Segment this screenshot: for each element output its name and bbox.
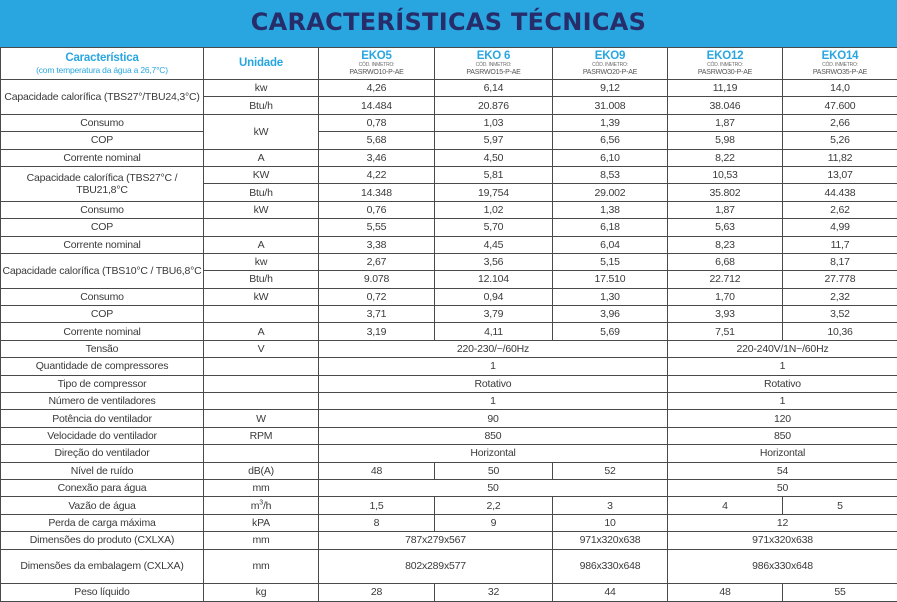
value-cell: 1,30 (553, 288, 668, 305)
value-cell: 4,11 (435, 323, 553, 340)
unit-cell: dB(A) (204, 462, 319, 479)
unit-cell: Btu/h (204, 184, 319, 201)
value-cell-group-a: 90 (319, 410, 668, 427)
value-cell: 8,17 (783, 253, 897, 270)
value-cell: 11,82 (783, 149, 897, 166)
value-cell: 2,32 (783, 288, 897, 305)
value-cell-group-b: 1 (668, 393, 897, 410)
value-cell: 7,51 (668, 323, 783, 340)
value-cell: 10,36 (783, 323, 897, 340)
row-label: Nível de ruído (1, 462, 204, 479)
unit-cell: kw (204, 253, 319, 270)
table-row (1, 219, 897, 236)
table-row (1, 532, 897, 549)
row-label: Direção do ventilador (1, 445, 204, 462)
value-cell: 14.348 (319, 184, 435, 201)
header-model-eko14: EKO14 CÓD. INMETRO: PASRWO35-P-AE (783, 48, 897, 80)
row-label: Perda de carga máxima (1, 514, 204, 531)
value-cell-group-b: 220-240V/1N~/60Hz (668, 340, 897, 357)
table-row (1, 514, 897, 531)
unit-cell (204, 375, 319, 392)
value-cell-group-b: 54 (668, 462, 897, 479)
row-label: Número de ventiladores (1, 393, 204, 410)
value-cell-group-a: Horizontal (319, 445, 668, 462)
value-cell: 2,67 (319, 253, 435, 270)
table-row (1, 497, 897, 514)
value-cell-group-a: 850 (319, 427, 668, 444)
value-cell: 4 (668, 497, 783, 514)
table-row (1, 427, 897, 444)
value-cell: 3,93 (668, 306, 783, 323)
unit-cell: W (204, 410, 319, 427)
row-label: Capacidade calorífica (TBS10°C / TBU6,8°C (1, 253, 204, 288)
value-cell: 10,53 (668, 166, 783, 183)
value-cell: 6,04 (553, 236, 668, 253)
row-label: Dimensões da embalagem (CXLXA) (1, 549, 204, 584)
row-label: Vazão de água (1, 497, 204, 514)
row-label: Corrente nominal (1, 323, 204, 340)
row-label: Quantidade de compressores (1, 358, 204, 375)
unit-cell (204, 358, 319, 375)
value-cell: 3,38 (319, 236, 435, 253)
value-cell: 19,754 (435, 184, 553, 201)
unit-cell: RPM (204, 427, 319, 444)
row-label: COP (1, 132, 204, 149)
unit-cell (204, 393, 319, 410)
value-cell: 5,97 (435, 132, 553, 149)
unit-cell: kPA (204, 514, 319, 531)
table-row (1, 445, 897, 462)
row-label: Corrente nominal (1, 149, 204, 166)
value-cell: 4,22 (319, 166, 435, 183)
page-title: CARACTERÍSTICAS TÉCNICAS (0, 8, 897, 36)
value-cell: 986x330x648 (553, 549, 668, 584)
header-model-eko9: EKO9 CÓD. INMETRO: PASRWO20-P-AE (553, 48, 668, 80)
unit-cell: A (204, 149, 319, 166)
table-row (1, 149, 897, 166)
value-cell-group-b: Horizontal (668, 445, 897, 462)
value-cell-group-a: 220-230/~/60Hz (319, 340, 668, 357)
value-cell: 1,02 (435, 201, 553, 218)
table-row (1, 479, 897, 496)
value-cell: 44 (553, 584, 668, 601)
row-label: Corrente nominal (1, 236, 204, 253)
value-cell: 5,81 (435, 166, 553, 183)
table-row (1, 201, 897, 218)
value-cell: 28 (319, 584, 435, 601)
row-label: Peso líquido (1, 584, 204, 601)
value-cell: 3 (553, 497, 668, 514)
value-cell: 3,71 (319, 306, 435, 323)
value-cell: 1,38 (553, 201, 668, 218)
unit-cell: mm (204, 479, 319, 496)
value-cell: 5,26 (783, 132, 897, 149)
value-cell: 1,5 (319, 497, 435, 514)
unit-cell: kW (204, 114, 319, 149)
value-cell: 971x320x638 (553, 532, 668, 549)
value-cell: 2,2 (435, 497, 553, 514)
value-cell: 14.484 (319, 97, 435, 114)
value-cell: 13,07 (783, 166, 897, 183)
value-cell: 47.600 (783, 97, 897, 114)
table-row (1, 340, 897, 357)
value-cell: 1,87 (668, 114, 783, 131)
table-row (1, 253, 897, 270)
unit-cell: mm (204, 549, 319, 584)
value-cell: 3,46 (319, 149, 435, 166)
value-cell: 22.712 (668, 271, 783, 288)
row-label: COP (1, 306, 204, 323)
value-cell-group-a: 1 (319, 358, 668, 375)
table-row (1, 132, 897, 149)
value-cell: 5,70 (435, 219, 553, 236)
row-label: Potência do ventilador (1, 410, 204, 427)
value-cell: 1,03 (435, 114, 553, 131)
value-cell: 3,19 (319, 323, 435, 340)
value-cell: 6,56 (553, 132, 668, 149)
row-label: Dimensões do produto (CXLXA) (1, 532, 204, 549)
value-cell: 5,68 (319, 132, 435, 149)
value-cell: 8,23 (668, 236, 783, 253)
value-cell: 10 (553, 514, 668, 531)
value-cell: 17.510 (553, 271, 668, 288)
value-cell: 20.876 (435, 97, 553, 114)
value-cell: 971x320x638 (668, 532, 897, 549)
row-label: Capacidade calorífica (TBS27°/TBU24,3°C) (1, 80, 204, 115)
unit-cell: mm (204, 532, 319, 549)
unit-cell: $m^3/h$ (204, 497, 319, 514)
table-row (1, 549, 897, 584)
value-cell: 9 (435, 514, 553, 531)
unit-cell (204, 219, 319, 236)
value-cell-group-b: 1 (668, 358, 897, 375)
value-cell: 3,52 (783, 306, 897, 323)
value-cell: 48 (668, 584, 783, 601)
value-cell: 52 (553, 462, 668, 479)
table-row (1, 393, 897, 410)
value-cell: 32 (435, 584, 553, 601)
value-cell: 31.008 (553, 97, 668, 114)
value-cell: 5,98 (668, 132, 783, 149)
value-cell: 2,66 (783, 114, 897, 131)
value-cell: 48 (319, 462, 435, 479)
value-cell: 3,96 (553, 306, 668, 323)
value-cell: 0,78 (319, 114, 435, 131)
table-row (1, 410, 897, 427)
header-model-eko6: EKO 6 CÓD. INMETRO: PASRWO15-P-AE (435, 48, 553, 80)
value-cell: 14,0 (783, 80, 897, 97)
value-cell-group-b: 50 (668, 479, 897, 496)
header-model-eko12: EKO12 CÓD. INMETRO: PASRWO30-P-AE (668, 48, 783, 80)
value-cell: 5,55 (319, 219, 435, 236)
value-cell: 8,22 (668, 149, 783, 166)
value-cell: 3,56 (435, 253, 553, 270)
value-cell-group-a: 1 (319, 393, 668, 410)
value-cell: 27.778 (783, 271, 897, 288)
value-cell: 6,68 (668, 253, 783, 270)
table-row (1, 288, 897, 305)
value-cell-group-b: Rotativo (668, 375, 897, 392)
row-label: Tensão (1, 340, 204, 357)
unit-cell: V (204, 340, 319, 357)
value-cell: 4,99 (783, 219, 897, 236)
header-row (1, 48, 897, 80)
value-cell: 6,10 (553, 149, 668, 166)
table-row (1, 166, 897, 183)
unit-cell: kw (204, 80, 319, 97)
value-cell: 11,19 (668, 80, 783, 97)
value-cell: 0,72 (319, 288, 435, 305)
value-cell: 6,14 (435, 80, 553, 97)
value-cell: 6,18 (553, 219, 668, 236)
table-row (1, 323, 897, 340)
value-cell: 9,12 (553, 80, 668, 97)
table-row (1, 584, 897, 601)
value-cell: 5 (783, 497, 897, 514)
unit-cell: A (204, 323, 319, 340)
value-cell: 4,26 (319, 80, 435, 97)
table-row (1, 462, 897, 479)
value-cell: 44.438 (783, 184, 897, 201)
row-label: Capacidade calorífica (TBS27°C / TBU21,8°C (1, 166, 204, 201)
value-cell: 5,69 (553, 323, 668, 340)
value-cell: 29.002 (553, 184, 668, 201)
table-row (1, 114, 897, 131)
unit-cell: kg (204, 584, 319, 601)
value-cell: 0,94 (435, 288, 553, 305)
table-row (1, 358, 897, 375)
row-label: Consumo (1, 288, 204, 305)
table-row (1, 375, 897, 392)
value-cell: 802x289x577 (319, 549, 553, 584)
value-cell: 8 (319, 514, 435, 531)
specs-table (0, 47, 897, 602)
value-cell: 1,87 (668, 201, 783, 218)
value-cell: 50 (435, 462, 553, 479)
value-cell: 4,45 (435, 236, 553, 253)
row-label: COP (1, 219, 204, 236)
value-cell: 1,39 (553, 114, 668, 131)
value-cell: 8,53 (553, 166, 668, 183)
row-label: Conexão para água (1, 479, 204, 496)
value-cell-group-a: 50 (319, 479, 668, 496)
value-cell: 9.078 (319, 271, 435, 288)
header-unit: Unidade (204, 48, 319, 80)
unit-cell: Btu/h (204, 97, 319, 114)
value-cell: 38.046 (668, 97, 783, 114)
unit-cell: kW (204, 201, 319, 218)
unit-cell: A (204, 236, 319, 253)
unit-cell (204, 445, 319, 462)
value-cell: 1,70 (668, 288, 783, 305)
value-cell: 787x279x567 (319, 532, 553, 549)
table-row (1, 80, 897, 97)
unit-cell: Btu/h (204, 271, 319, 288)
value-cell-group-b: 120 (668, 410, 897, 427)
table-row (1, 306, 897, 323)
header-model-eko5: EKO5 CÓD. INMETRO: PASRWO10-P-AE (319, 48, 435, 80)
unit-cell (204, 306, 319, 323)
value-cell-group-a: Rotativo (319, 375, 668, 392)
value-cell-group-b: 12 (668, 514, 897, 531)
header-characteristic: Característica (com temperatura da água a 26,7°C) (1, 48, 204, 80)
row-label: Tipo de compressor (1, 375, 204, 392)
value-cell: 3,79 (435, 306, 553, 323)
value-cell: 5,63 (668, 219, 783, 236)
unit-cell: KW (204, 166, 319, 183)
row-label: Consumo (1, 201, 204, 218)
value-cell: 11,7 (783, 236, 897, 253)
unit-cell: kW (204, 288, 319, 305)
row-label: Velocidade do ventilador (1, 427, 204, 444)
row-label: Consumo (1, 114, 204, 131)
value-cell: 986x330x648 (668, 549, 897, 584)
title-banner (0, 0, 897, 47)
value-cell: 12.104 (435, 271, 553, 288)
value-cell-group-b: 850 (668, 427, 897, 444)
value-cell: 4,50 (435, 149, 553, 166)
value-cell: 35.802 (668, 184, 783, 201)
table-row (1, 236, 897, 253)
value-cell: 2,62 (783, 201, 897, 218)
value-cell: 5,15 (553, 253, 668, 270)
value-cell: 55 (783, 584, 897, 601)
value-cell: 0,76 (319, 201, 435, 218)
